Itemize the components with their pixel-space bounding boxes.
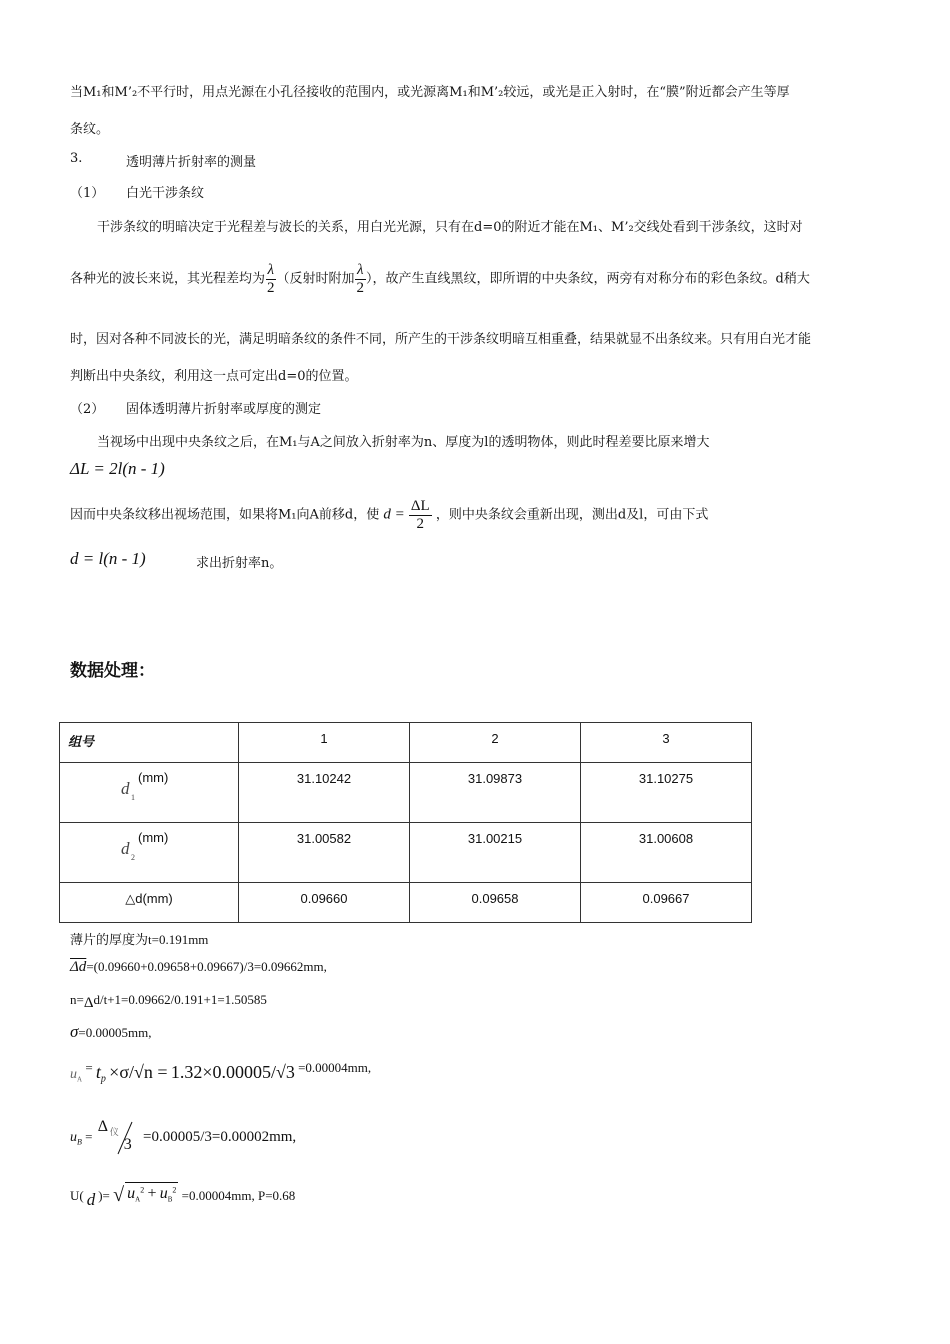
thickness-line: 薄片的厚度为t=0.191mm (70, 932, 209, 947)
fraction-numerator: ΔL (410, 498, 430, 514)
uA-equals: = (85, 1060, 93, 1075)
table-cell: 0.09667 (581, 883, 752, 923)
table-cell: 31.10275 (581, 763, 752, 823)
sub1-paragraph-line-3: 时，因对各种不同波长的光，满足明暗条纹的条件不同，所产生的干涉条纹明暗互相重叠，结果就显不出条纹来。只有用白光才能 (70, 332, 812, 347)
d1-symbol (114, 771, 184, 811)
uB-square: 2 (172, 1185, 177, 1195)
uA-line (70, 1062, 371, 1085)
uB-subscript: B (167, 1195, 173, 1204)
intro-line-2: 条纹。 (70, 122, 110, 137)
t-subscript: p (100, 1073, 106, 1085)
sub1-text-c: ），故产生直线黑纹，即所谓的中央条纹，两旁有对称分布的彩色条纹。d稍大 (366, 271, 810, 287)
uA-symbol: u (70, 1067, 77, 1082)
sigma-value: =0.00005mm, (78, 1025, 152, 1040)
uB-subscript: B (77, 1137, 82, 1147)
table-cell: 31.00608 (581, 823, 752, 883)
sub1-paragraph-line-2 (70, 262, 810, 296)
sub2-text-a: 因而中央条纹移出视场范围，如果将M₁向A前移d，使 (70, 507, 380, 523)
fraction-denominator: 2 (356, 279, 365, 296)
t-symbol: t (95, 1062, 101, 1082)
equation-delta-L: ΔL = 2l(n - 1) (70, 459, 165, 478)
d-symbol: d (121, 839, 130, 858)
lambda-symbol: λ (357, 262, 364, 278)
subsection-2-title: 固体透明薄片折射率或厚度的测定 (126, 402, 322, 417)
U-result: =0.00004mm, P=0.68 (181, 1187, 296, 1203)
table-cell: 0.09660 (239, 883, 410, 923)
uA-symbol: u (127, 1185, 136, 1202)
sub1-paragraph-line-1: 干涉条纹的明暗决定于光程差与波长的关系，用白光光源，只有在d=0的附近才能在M₁、M’₂交线处看到干涉条纹，这时对 (97, 220, 803, 235)
section-3-number: 3. (70, 151, 83, 166)
row-label-d1 (60, 763, 239, 823)
uA-result: =0.00004mm, (298, 1060, 372, 1075)
subsection-1-number: （1） (70, 186, 105, 201)
d2-symbol (114, 831, 184, 871)
plus-sign: + (147, 1185, 157, 1202)
n-prefix: n= (70, 992, 84, 1007)
row-label-delta-d: △d(mm) (60, 883, 239, 923)
sub2-paragraph-line-3: 求出折射率n。 (196, 556, 283, 571)
U-d-symbol: d (86, 1189, 96, 1209)
fraction-denominator: 2 (267, 279, 275, 296)
d-subscript: 2 (131, 853, 135, 862)
d-equals: d = (383, 506, 405, 523)
section-3-title: 透明薄片折射率的测量 (126, 155, 257, 170)
sub2-text-b: ，则中央条纹会重新出现，测出d及l，可由下式 (435, 507, 709, 523)
sqrt-radicand (125, 1182, 178, 1204)
sigma-symbol: σ (70, 1022, 79, 1041)
d-symbol: d (121, 779, 130, 798)
unit-label: (mm) (138, 830, 169, 845)
table-cell: 31.10242 (239, 763, 410, 823)
lambda-symbol: λ (267, 262, 275, 278)
uA-formula: ×σ/√n = (109, 1062, 168, 1082)
sub1-paragraph-line-4: 判断出中央条纹，利用这一点可定出d=0的位置。 (70, 369, 358, 384)
uB-symbol: u (159, 1185, 168, 1202)
table-row-d1 (60, 763, 752, 823)
header-group-number: 组号 (60, 723, 239, 763)
sqrt-symbol: √ (113, 1184, 125, 1206)
U-close: )= (98, 1187, 110, 1203)
delta-symbol: Δ (97, 1118, 109, 1135)
uA-subscript: A (135, 1195, 141, 1204)
denominator: 3 (123, 1136, 132, 1153)
n-formula: d/t+1=0.09662/0.191+1=1.50585 (93, 992, 267, 1007)
table-row-delta-d (60, 883, 752, 923)
table-cell: 0.09658 (410, 883, 581, 923)
refractive-index-line (70, 992, 267, 1009)
delta-instrument-over-3 (96, 1118, 140, 1158)
U-line (70, 1182, 295, 1212)
sub2-paragraph-line-2 (70, 498, 708, 532)
intro-line-1: 当M₁和M’₂不平行时，用点光源在小孔径接收的范围内，或光源离M₁和M’₂较远，或光是正入射时，在“膜”附近都会产生等厚 (70, 85, 790, 100)
sub1-text-b: （反射时附加 (276, 271, 355, 287)
delta-L-over-two-fraction (409, 498, 432, 532)
uB-equals: = (85, 1128, 93, 1144)
table-cell: 31.00582 (239, 823, 410, 883)
lambda-over-two-fraction-2 (355, 262, 367, 296)
sub2-paragraph-line-1: 当视场中出现中央条纹之后，在M₁与A之间放入折射率为n、厚度为l的透明物体，则此时程差要比原来增大 (97, 435, 710, 450)
uA-numeric: 1.32×0.00005/√3 (170, 1062, 295, 1082)
fraction-denominator: 2 (416, 515, 425, 532)
instrument-subscript: 仪 (109, 1127, 119, 1137)
mean-delta-d-line (70, 959, 327, 976)
header-col-2: 2 (410, 723, 581, 763)
table-cell: 31.09873 (410, 763, 581, 823)
data-table (59, 722, 752, 923)
row-label-d2 (60, 823, 239, 883)
header-col-1: 1 (239, 723, 410, 763)
data-processing-heading: 数据处理： (70, 661, 155, 681)
sigma-line (70, 1022, 151, 1042)
delta-symbol: Δ (83, 995, 94, 1011)
equation-d: d = l(n - 1) (70, 549, 146, 568)
sqrt-expression (113, 1182, 178, 1212)
uA-subscript: A (77, 1075, 83, 1084)
table-header-row (60, 723, 752, 763)
mean-delta-d-symbol: $\overline{\Delta d}$ (70, 959, 87, 975)
uA-square: 2 (140, 1185, 145, 1195)
lambda-over-two-fraction (265, 262, 277, 296)
subsection-1-title: 白光干涉条纹 (126, 186, 205, 201)
uB-line (70, 1118, 296, 1158)
d-subscript: 1 (131, 793, 135, 802)
uB-result: =0.00005/3=0.00002mm, (142, 1128, 297, 1145)
sub1-text-a: 各种光的波长来说，其光程差均为 (70, 271, 266, 287)
header-col-3: 3 (581, 723, 752, 763)
mean-delta-d-value: =(0.09660+0.09658+0.09667)/3=0.09662mm, (86, 959, 327, 974)
U-prefix: U( (70, 1187, 84, 1203)
table-cell: 31.00215 (410, 823, 581, 883)
unit-label: (mm) (138, 770, 169, 785)
table-row-d2 (60, 823, 752, 883)
subsection-2-number: （2） (70, 402, 105, 417)
uB-symbol: u (70, 1129, 77, 1145)
